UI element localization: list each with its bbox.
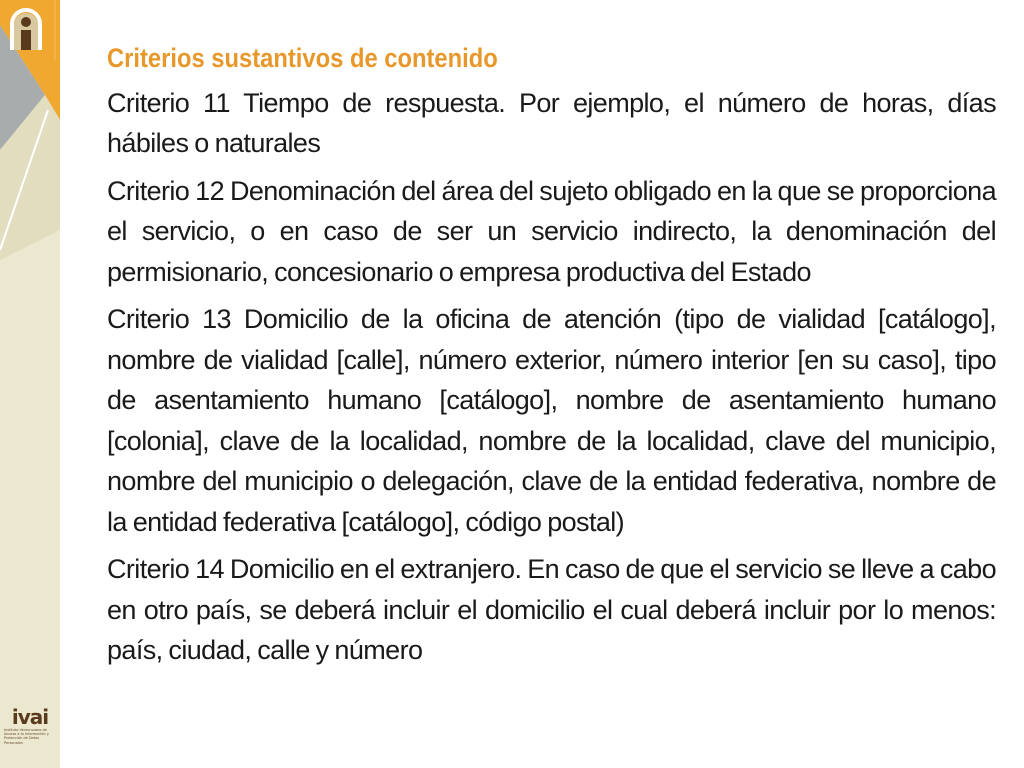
logo-stem (21, 30, 31, 50)
sidebar-shapes (0, 0, 60, 768)
paragraph-criterio-13: Criterio 13 Domicilio de la oficina de atención (tipo de vialidad [catálogo], nombre de vialidad [calle], número exterior, número interior [en su caso], tipo de asentamiento humano [catálogo], nombre de asentamiento humano [colonia], clave de la localidad, nombre de la localidad, clave del municipio, nombre del municipio o delegación, clave de la entidad federativa, nombre de la entidad federativa [catálogo], código postal) (107, 304, 996, 537)
logo-dot (21, 17, 31, 27)
slide-title: Criterios sustantivos de contenido (107, 43, 498, 73)
slide-content (107, 38, 996, 678)
logo-subtitle: Instituto Veracruzano de Acceso a la Información y Protección de Datos Personales (4, 728, 49, 745)
paragraph-criterio-12: Criterio 12 Denominación del área del sujeto obligado en la que se proporciona el servicio, o en caso de ser un servicio indirecto, la denominación del permisionario, concesionario o empresa productiva del Estado (107, 175, 996, 287)
paragraph-criterio-11: Criterio 11 Tiempo de respuesta. Por ejemplo, el número de horas, días hábiles o naturales (107, 87, 996, 158)
logo-wordmark: ivai (11, 705, 49, 729)
decorative-sidebar (0, 0, 60, 768)
ivai-logo-icon (0, 0, 52, 96)
paragraph-criterio-14: Criterio 14 Domicilio en el extranjero. En caso de que el servicio se lleve a cabo en otro país, se deberá incluir el domicilio el cual deberá incluir por lo menos: país, ciudad, calle y número (107, 554, 996, 665)
